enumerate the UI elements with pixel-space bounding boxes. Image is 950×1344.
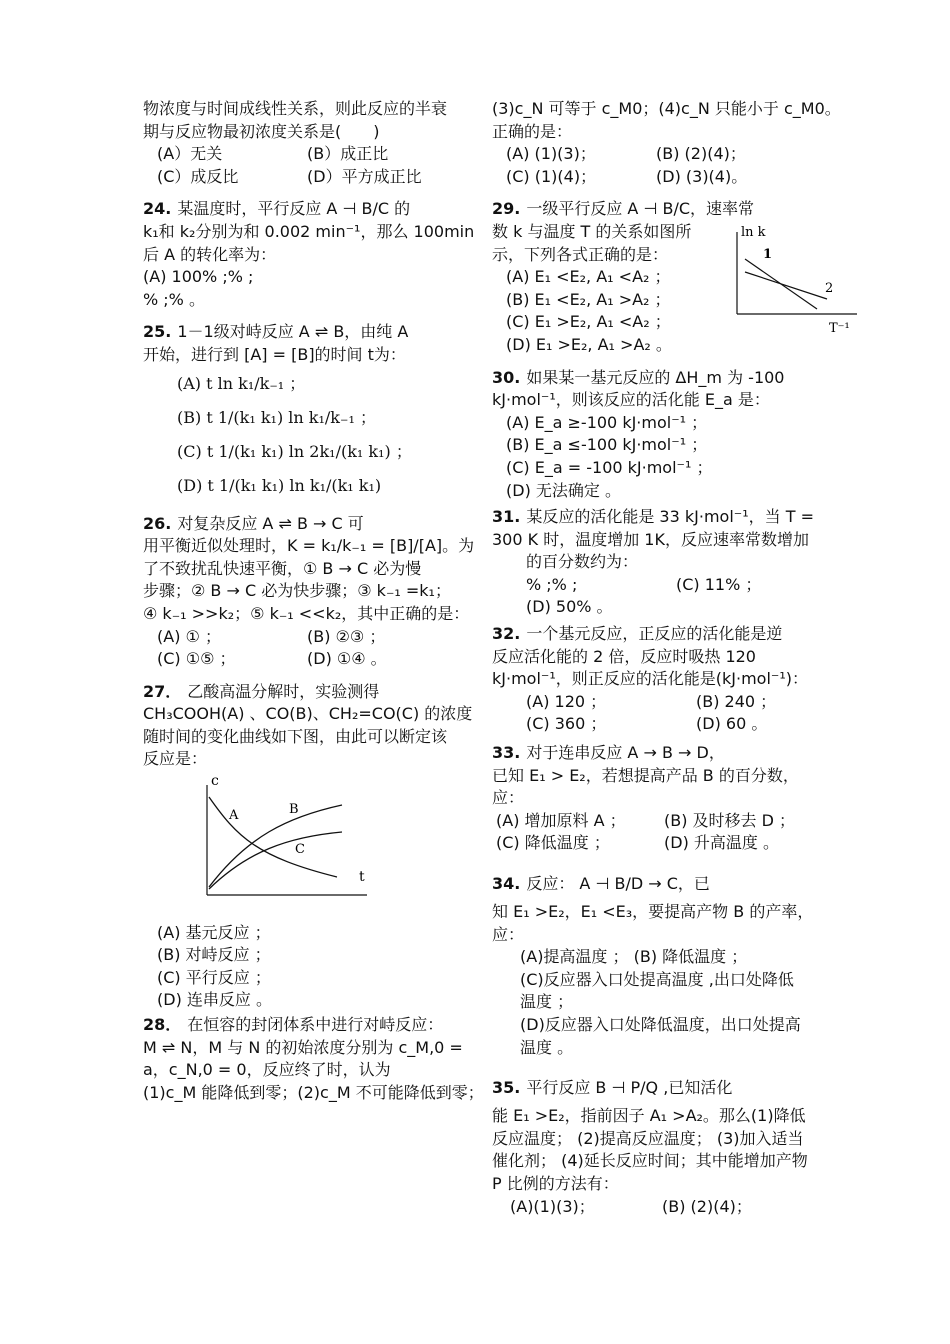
question-number: 33.	[492, 743, 521, 763]
question-text: (3)c_N 可等于 c_M0；(4)c_N 只能小于 c_M0。	[492, 99, 841, 118]
option: (A) E₁ <E₂, A₁ <A₂ ；	[506, 267, 671, 287]
question-text: 反应是：	[143, 749, 208, 769]
question-24	[143, 198, 475, 311]
curve-c-label: C	[295, 842, 305, 858]
intro-line-1: 物浓度与时间成线性关系，则此反应的半衰	[143, 99, 448, 118]
question-text: M ⇌ N，M 与 N 的初始浓度分别为 c_M,0 =	[143, 1037, 463, 1057]
question-number: 31.	[492, 507, 521, 527]
question-text: 催化剂； (4)延长反应时间；其中能增加产物	[492, 1151, 808, 1171]
curve-b-label: B	[289, 802, 299, 818]
options-row	[492, 596, 817, 619]
question-text: 乙酸高温分解时，实验测得	[187, 681, 380, 701]
option: (C) E_a = -100 kJ·mol⁻¹ ；	[506, 457, 713, 477]
question-text: 一级平行反应 A ⊣ B/C，速率常	[526, 199, 755, 219]
question-text: 数 k 与温度 T 的关系如图所	[492, 221, 692, 241]
curve-a-label: A	[229, 808, 239, 824]
option: (C) 降低温度 ；	[496, 833, 610, 853]
question-text: k₁和 k₂分别为和 0.002 min⁻¹，那么 100min	[143, 221, 475, 241]
option: (D) 60 。	[696, 714, 768, 734]
intro-options-row-2	[143, 166, 468, 189]
question-number: 24.	[143, 199, 172, 219]
option: (C) 11% ；	[676, 574, 762, 594]
intro-line-2: 期与反应物最初浓度关系是( )	[143, 121, 380, 141]
line-2-label: 2	[825, 281, 834, 297]
option: (D）平方成正比	[307, 166, 422, 186]
x-axis-label: T⁻¹	[829, 321, 850, 337]
option: (B) ②③ ；	[307, 626, 386, 646]
option: (A) ① ；	[157, 626, 221, 646]
question-text: 1－1级对峙反应 A ⇌ B，由纯 A	[177, 322, 409, 342]
question-text: 一个基元反应，正反应的活化能是逆	[526, 624, 783, 644]
question-text: ④ k₋₁ >>k₂；⑤ k₋₁ <<k₂，其中正确的是：	[143, 603, 470, 623]
question-text: 某反应的活化能是 33 kJ·mol⁻¹，当 T =	[526, 507, 814, 527]
question-number: 34.	[492, 874, 521, 893]
question-text: 步骤；② B → C 必为快步骤；③ k₋₁ =k₁；	[143, 581, 451, 601]
options-row	[492, 143, 817, 166]
y-axis-label: c	[211, 777, 219, 790]
formula-option-a: (A) t ln k₁/k₋₁ ；	[177, 373, 306, 393]
question-text: kJ·mol⁻¹，则正反应的活化能是(kJ·mol⁻¹)：	[492, 669, 808, 689]
option: (D) (3)(4)。	[656, 166, 748, 186]
option: (A) (1)(3)；	[506, 144, 596, 164]
question-text: 已知 E₁ > E₂，若想提高产品 B 的百分数，	[492, 765, 799, 785]
formula-option-b: (B) t 1/(k₁ k₁) ln k₁/k₋₁ ；	[177, 407, 376, 427]
option: (C)反应器入口处提高温度 ,出口处降低	[520, 969, 794, 989]
question-number: 26.	[143, 513, 172, 533]
option: (B) (2)(4)；	[662, 1196, 752, 1216]
question-number: 29.	[492, 199, 521, 219]
option: (D) 无法确定 。	[506, 480, 621, 500]
concentration-time-figure	[197, 777, 377, 907]
question-26	[143, 513, 475, 671]
option: (C) (1)(4)；	[506, 166, 597, 186]
question-text: CH₃COOH(A) 、CO(B)、CH₂=CO(C) 的浓度	[143, 704, 473, 724]
question-35	[492, 1071, 817, 1218]
option: 温度 ；	[520, 992, 574, 1012]
option: (D) 50% 。	[526, 597, 613, 617]
options-row	[492, 166, 817, 189]
question-text: 用平衡近似处理时，K = k₁/k₋₁ = [B]/[A]。为	[143, 536, 475, 556]
question-text: 能 E₁ >E₂，指前因子 A₁ >A₂。那么(1)降低	[492, 1106, 806, 1126]
question-text: 在恒容的封闭体系中进行对峙反应：	[187, 1015, 444, 1035]
options-row	[492, 713, 817, 736]
option: (D) 连串反应 。	[157, 990, 272, 1010]
question-text: 正确的是：	[492, 121, 573, 141]
question-text: kJ·mol⁻¹，则该反应的活化能 E_a 是：	[492, 390, 770, 410]
question-text: 对于连串反应 A → B → D，	[526, 743, 725, 763]
question-text: 反应温度； (2)提高反应温度； (3)加入适当	[492, 1128, 804, 1148]
option: (D)反应器入口处降低温度，出口处提高	[520, 1014, 801, 1034]
question-text: 知 E₁ >E₂，E₁ <E₃，要提高产物 B 的产率，	[492, 902, 814, 921]
curve-c	[209, 832, 342, 889]
options-row	[492, 691, 817, 714]
question-30	[492, 367, 817, 503]
option: (C）成反比	[157, 166, 239, 186]
question-text: 开始，进行到 [A] = [B]的时间 t为：	[143, 344, 406, 364]
option: (A) E_a ≥-100 kJ·mol⁻¹ ；	[506, 412, 708, 432]
options-row	[492, 810, 817, 833]
option: (B) 对峙反应 ；	[157, 945, 271, 965]
option: (C) E₁ >E₂, A₁ <A₂ ；	[506, 312, 671, 332]
options-row	[143, 648, 468, 671]
question-text: 反应活化能的 2 倍，反应时吸热 120	[492, 646, 756, 666]
option: (B) E_a ≤-100 kJ·mol⁻¹ ；	[506, 435, 708, 455]
question-text: 示，下列各式正确的是：	[492, 244, 669, 264]
options-row	[492, 1196, 817, 1219]
question-25	[143, 321, 468, 502]
question-31	[492, 506, 817, 619]
question-33	[492, 742, 817, 855]
question-text: 的百分数约为：	[526, 552, 639, 572]
options-row	[492, 832, 817, 855]
question-27	[143, 681, 473, 1012]
option: (C) ①⑤ ；	[157, 649, 236, 669]
question-text: 如果某一基元反应的 ΔH_m 为 -100	[526, 367, 785, 387]
x-axis-label: t	[359, 869, 365, 886]
line-2	[745, 272, 827, 299]
y-axis-label: ln k	[741, 225, 766, 241]
option: (D) ①④ 。	[307, 649, 387, 669]
option: (A) 120 ；	[526, 691, 607, 711]
option: (B) (2)(4)；	[656, 144, 746, 164]
option: % ;% ;	[526, 574, 578, 594]
option: (C) 360 ；	[526, 714, 607, 734]
question-number: 27．	[143, 681, 182, 701]
question-32	[492, 623, 817, 736]
question-29	[492, 198, 850, 356]
question-text: a，c_N,0 = 0，反应终了时，认为	[143, 1060, 391, 1080]
question-number: 35.	[492, 1078, 521, 1098]
question-text: 了不致扰乱快速平衡，① B → C 必为慢	[143, 558, 422, 578]
option: (D) E₁ >E₂, A₁ >A₂ 。	[506, 334, 672, 354]
question-number: 25.	[143, 322, 172, 342]
question-text: 应：	[492, 788, 525, 808]
option: (A)(1)(3)；	[510, 1196, 595, 1216]
lnk-vs-inverse-t-figure	[727, 224, 862, 339]
question-text: 随时间的变化曲线如下图，由此可以断定该	[143, 726, 448, 746]
question-number: 28．	[143, 1015, 182, 1035]
option: (A) 100% ;% ;	[143, 267, 254, 287]
question-34	[492, 867, 817, 1059]
option: (A) 基元反应 ；	[157, 922, 271, 942]
line-1-label: 1	[763, 247, 773, 263]
option: (C) 平行反应 ；	[157, 967, 271, 987]
option: % ;% 。	[143, 289, 205, 309]
option: (B) E₁ <E₂, A₁ >A₂ ；	[506, 289, 671, 309]
question-text: 反应： A ⊣ B/D → C，已	[526, 874, 710, 893]
option: (B) 240 ；	[696, 691, 777, 711]
options-row	[143, 626, 468, 649]
option: (B) 及时移去 D ；	[664, 810, 796, 830]
question-28	[143, 1014, 484, 1104]
option: (B）成正比	[307, 144, 389, 164]
formula-option-d: (D) t 1/(k₁ k₁) ln k₁/(k₁ k₁)	[177, 475, 382, 495]
option: (D) 升高温度 。	[664, 833, 779, 853]
option: (A)提高温度 ； (B) 降低温度 ；	[520, 947, 748, 967]
intro-options-row-1	[143, 143, 468, 166]
question-text: 300 K 时，温度增加 1K，反应速率常数增加	[492, 529, 809, 549]
left-column	[143, 98, 484, 1104]
question-text: 某温度时，平行反应 A ⊣ B/C 的	[177, 199, 411, 219]
question-text: 应：	[492, 924, 525, 944]
question-text: 对复杂反应 A ⇌ B → C 可	[177, 513, 364, 533]
option: 温度 。	[520, 1037, 574, 1057]
question-text: P 比例的方法有：	[492, 1173, 619, 1193]
options-row	[492, 574, 817, 597]
option: (A) 增加原料 A ；	[496, 810, 626, 830]
question-text: 后 A 的转化率为：	[143, 244, 277, 264]
option: (A）无关	[157, 144, 223, 164]
question-text: 平行反应 B ⊣ P/Q ,已知活化	[526, 1078, 733, 1098]
question-number: 32.	[492, 624, 521, 644]
question-text: (1)c_M 能降低到零；(2)c_M 不可能降低到零；	[143, 1082, 484, 1102]
right-column	[492, 98, 850, 1218]
formula-option-c: (C) t 1/(k₁ k₁) ln 2k₁/(k₁ k₁) ；	[177, 441, 412, 461]
question-number: 30.	[492, 367, 521, 387]
